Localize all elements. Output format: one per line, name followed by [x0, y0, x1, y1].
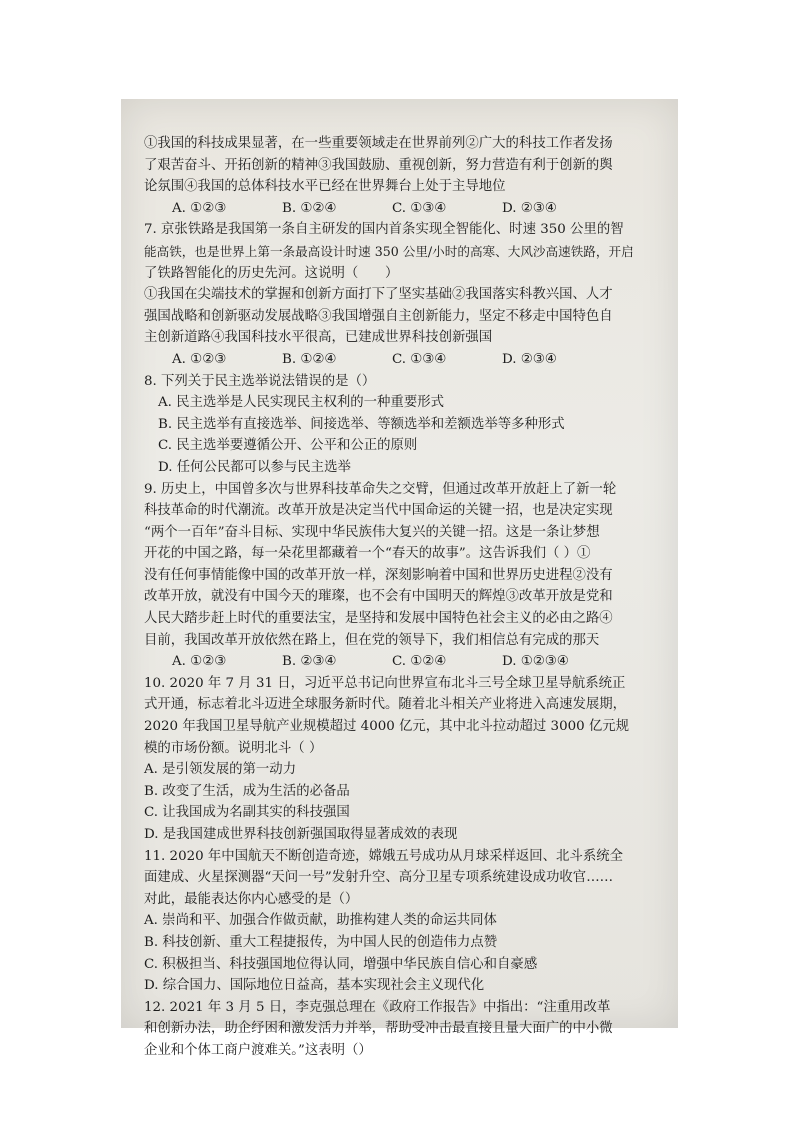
option-d: D. 任何公民都可以参与民主选举: [158, 459, 351, 475]
option-a: A. ①②③: [172, 200, 227, 216]
option-b: B. 民主选举有直接选举、间接选举、等额选举和差额选举等多种形式: [158, 416, 565, 432]
question-line: 11. 2020 年中国航天不断创造奇迹，嫦娥五号成功从月球采样返回、北斗系统全: [144, 848, 623, 864]
question-line: 9. 历史上，中国曾多次与世界科技革命失之交臂，但通过改革开放赶上了新一轮: [144, 481, 617, 497]
question-10: [144, 673, 664, 846]
question-line: 企业和个体工商户渡难关。”这表明（）: [144, 1042, 372, 1058]
question-line: 开花的中国之路，每一朵花里都藏着一个“春天的故事”。这告诉我们（ ）①: [144, 546, 591, 562]
option-d: D. 是我国建成世界科技创新强国取得显著成效的表现: [144, 827, 458, 842]
option-c: C. 让我国成为名副其实的科技强国: [144, 805, 350, 821]
option-d: D. ②③④: [502, 200, 557, 216]
question-line: 和创新办法，助企纾困和激发活力并举，帮助受冲击最直接且量大面广的中小微: [144, 1021, 613, 1037]
question-line: 目前，我国改革开放依然在路上，但在党的领导下，我们相信总有完成的那天: [144, 632, 600, 648]
option-d: D. 综合国力、国际地位日益高，基本实现社会主义现代化: [144, 978, 485, 994]
question-line: 式开通，标志着北斗迈进全球服务新时代。随着北斗相关产业将进入高速发展期，: [144, 697, 627, 713]
question-line: 主创新道路④我国科技水平很高，已建成世界科技创新强国: [144, 330, 493, 346]
question-line: 对此，最能表达你内心感受的是（）: [144, 891, 359, 907]
question-11: [144, 846, 664, 997]
question-line: 人民大踏步赶上时代的重要法宝，是坚持和发展中国特色社会主义的必由之路④: [144, 611, 613, 627]
option-b: B. 科技创新、重大工程捷报传，为中国人民的创造伟力点赞: [144, 934, 498, 950]
question-line: 没有任何事情能像中国的改革开放一样，深刻影响着中国和世界历史进程②没有: [144, 567, 613, 583]
question-line: 了铁路智能化的历史先河。这说明（ ）: [144, 265, 399, 281]
question-line: 改革开放，就没有中国今天的璀璨，也不会有中国明天的辉煌③改革开放是党和: [144, 589, 613, 605]
question-line: 强国战略和创新驱动发展战略③我国增强自主创新能力，坚定不移走中国特色自: [144, 308, 613, 324]
answer-options: [144, 349, 664, 371]
question-line: 2020 年我国卫星导航产业规模超过 4000 亿元，其中北斗拉动超过 3000 亿元规: [144, 719, 630, 735]
option-b: B. ①②④: [282, 200, 337, 216]
option-c: C. 积极担当、科技强国地位得认同，增强中华民族自信心和自豪感: [144, 956, 538, 972]
question-7: [144, 219, 664, 370]
question-page: [144, 133, 664, 1062]
question-line: 12. 2021 年 3 月 5 日，李克强总理在《政府工作报告》中指出：“注重用改革: [144, 999, 611, 1015]
option-c: C. 民主选举要遵循公开、公平和公正的原则: [158, 438, 418, 454]
question-12: [144, 997, 664, 1062]
question-line: 论氛围④我国的总体科技水平已经在世界舞台上处于主导地位: [144, 179, 506, 195]
option-b: B. ②③④: [282, 654, 337, 670]
option-a: A. 民主选举是人民实现民主权利的一种重要形式: [158, 395, 444, 411]
question-line: “两个一百年”奋斗目标、实现中华民族伟大复兴的关键一招。这是一条让梦想: [144, 524, 600, 540]
option-b: B. 改变了生活，成为生活的必备品: [144, 783, 350, 799]
question-6-tail: [144, 133, 664, 219]
question-line: ①我国的科技成果显著，在一些重要领域走在世界前列②广大的科技工作者发扬: [144, 136, 613, 151]
question-line: 科技革命的时代潮流。改革开放是决定当代中国命运的关键一招，也是决定实现: [144, 503, 613, 519]
answer-options: [144, 198, 664, 220]
question-line: 了艰苦奋斗、开拓创新的精神③我国鼓励、重视创新，努力营造有利于创新的舆: [144, 157, 613, 173]
question-line: ①我国在尖端技术的掌握和创新方面打下了坚实基础②我国落实科教兴国、人才: [144, 287, 613, 303]
document-photo: [121, 99, 678, 1058]
option-d: D. ②③④: [502, 351, 557, 367]
option-a: A. 崇尚和平、加强合作做贡献，助推构建人类的命运共同体: [144, 913, 497, 929]
question-9: [144, 479, 664, 673]
option-d: D. ①②③④: [502, 654, 569, 670]
question-line: 能高铁，也是世界上第一条最高设计时速 350 公里/小时的高寒、大风沙高速铁路，开启: [144, 243, 634, 259]
question-line: 模的市场份额。说明北斗（ ）: [144, 740, 323, 756]
option-c: C. ①③④: [392, 200, 447, 216]
option-a: A. 是引领发展的第一动力: [144, 762, 297, 778]
option-b: B. ①②④: [282, 351, 337, 367]
option-c: C. ①③④: [392, 351, 447, 367]
option-c: C. ①②④: [392, 654, 447, 670]
question-stem: 8. 下列关于民主选举说法错误的是（）: [144, 373, 376, 389]
question-8: [144, 371, 664, 479]
option-a: A. ①②③: [172, 351, 227, 367]
option-a: A. ①②③: [172, 654, 227, 670]
question-line: 7. 京张铁路是我国第一条自主研发的国内首条实现全智能化、时速 350 公里的智: [144, 222, 624, 238]
question-line: 面建成、火星探测器“天问一号”发射升空、高分卫星专项系统建设成功收官……: [144, 870, 613, 886]
question-line: 10. 2020 年 7 月 31 日，习近平总书记向世界宣布北斗三号全球卫星导航系统正: [144, 675, 626, 691]
answer-options: [144, 651, 664, 673]
